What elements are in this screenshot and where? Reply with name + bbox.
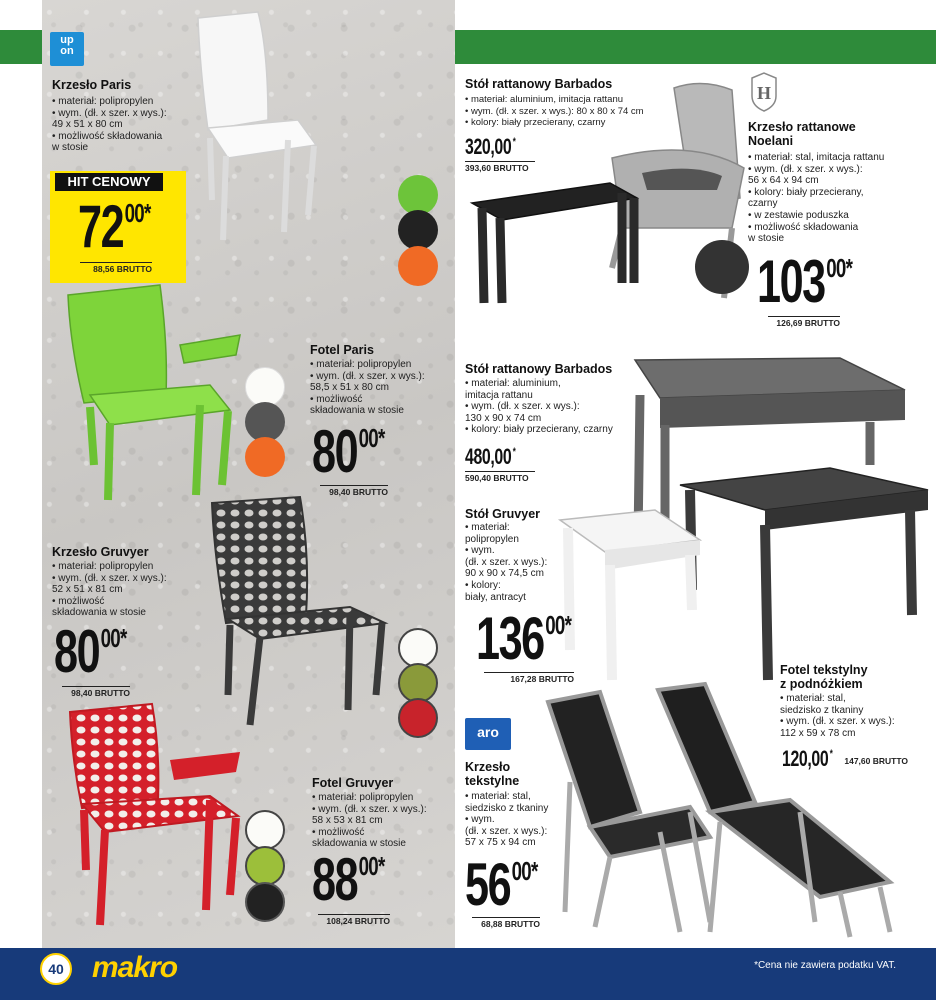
spec-line: • wym. (dł. x szer. x wys.): 52 x 51 x 81 cm [52, 572, 167, 596]
price-decimal: * [512, 446, 516, 458]
price-fotel-gruvyer [312, 846, 385, 913]
product-title-fotel-tekstylny: Fotel tekstylny z podnóżkiem [780, 663, 868, 691]
price-decimal: 00* [358, 423, 385, 453]
page-number: 40 [40, 953, 72, 985]
price-main: 320,00 [465, 134, 512, 159]
product-title-krzeslo-gruvyer: Krzesło Gruvyer [52, 545, 149, 559]
color-swatch-white [245, 367, 285, 407]
price-decimal: 00* [545, 610, 572, 640]
product-title-stol-gruvyer: Stół Gruvyer [465, 507, 541, 521]
dark-gruvyer-chair-image [200, 495, 395, 730]
spec-line: • wym. (dł. x szer. x wys.): 130 x 90 x 74 cm [465, 401, 580, 424]
spec-line: • materiał: stal, siedzisko z tkaniny [780, 693, 864, 716]
spec-line: • wym. (dł. x szer. x wys.): 58 x 53 x 81 cm [312, 803, 427, 827]
spec-line: • wym. (dł. x szer. x wys.): 58,5 x 51 x 80 cm [310, 370, 425, 394]
header-band-right [455, 30, 936, 64]
spec-line: • kolory: biały przecierany, czarny [465, 424, 613, 436]
pattern-swatch-green [245, 846, 285, 886]
spec-line: • kolory: biały, antracyt [465, 579, 526, 603]
spec-line: • wym. (dł. x szer. x wys.): 57 x 75 x 94 cm [465, 814, 548, 849]
spec-line: • materiał: polipropylen [52, 96, 154, 107]
price-stol-barbados-large [465, 446, 516, 468]
upon-logo [50, 32, 84, 66]
spec-line: • materiał: aluminium, imitacja rattanu [465, 94, 624, 105]
vat-footnote: *Cena nie zawiera podatku VAT. [754, 960, 896, 971]
price-decimal: 00* [511, 856, 538, 886]
price-main: 80 [54, 618, 100, 685]
rattan-swatch-dark [695, 240, 749, 294]
price-decimal: 00* [100, 623, 127, 653]
brutto-fotel-gruvyer: 108,24 BRUTTO [318, 914, 390, 926]
product-title-krzeslo-noelani: Krzesło rattanowe Noelani [748, 120, 856, 148]
pattern-swatch-red [398, 698, 438, 738]
spec-line: • możliwość składowania w stosie [52, 595, 146, 619]
spec-line: • możliwość składowania w stosie [748, 221, 859, 245]
spec-line: • materiał: polipropylen [465, 522, 519, 545]
product-title-fotel-gruvyer: Fotel Gruvyer [312, 776, 394, 790]
spec-line: • wym. (dł. x szer. x wys.): 49 x 51 x 80 cm [52, 107, 167, 131]
product-specs-krzeslo-gruvyer [52, 561, 202, 619]
red-gruvyer-armchair-image [60, 700, 245, 930]
aro-logo: aro [465, 718, 511, 750]
spec-line: • materiał: stal, imitacja rattanu [748, 152, 885, 163]
product-title-stol-barbados-small: Stół rattanowy Barbados [465, 77, 613, 91]
price-main: 56 [465, 851, 511, 918]
pattern-swatch-white [398, 628, 438, 668]
spec-line: • materiał: aluminium, imitacja rattanu [465, 378, 561, 401]
product-title-krzeslo-paris: Krzesło Paris [52, 78, 132, 92]
pattern-swatch-green [398, 663, 438, 703]
spec-line: • wym. (dł. x szer. x wys.): 80 x 80 x 74 cm [465, 105, 644, 117]
brutto-krzeslo-paris: 88,56 BRUTTO [80, 262, 152, 274]
textile-chairs-image [540, 682, 895, 944]
makro-logo: makro [92, 951, 178, 984]
spec-line: • możliwość składowania w stosie [312, 826, 406, 850]
price-decimal: 00* [826, 253, 853, 283]
color-swatch-black [398, 210, 438, 250]
upon-logo-bottom: on [60, 45, 74, 57]
brutto-stol-barbados-small: 393,60 BRUTTO [465, 161, 535, 173]
spec-line: • materiał: polipropylen [52, 561, 154, 572]
hit-cenowy-label: HIT CENOWY [55, 173, 163, 191]
color-swatch-grey [245, 402, 285, 442]
spec-line: • materiał: polipropylen [310, 359, 412, 370]
brutto-stol-barbados-large: 590,40 BRUTTO [465, 471, 535, 483]
brutto-fotel-tekstylny: 147,60 BRUTTO [844, 756, 908, 766]
upon-logo-top: up [60, 34, 74, 46]
price-krzeslo-gruvyer [54, 618, 127, 685]
price-main: 88 [312, 846, 358, 913]
price-decimal: 00* [124, 198, 151, 228]
spec-line: • wym. (dł. x szer. x wys.): 112 x 59 x 78 cm [780, 716, 895, 739]
product-specs-krzeslo-paris [52, 96, 202, 154]
product-specs-krzeslo-tekstylne [465, 791, 575, 849]
color-swatch-orange [398, 246, 438, 286]
spec-line: • materiał: polipropylen [312, 792, 414, 803]
hotel-crest-letter: H [756, 83, 772, 103]
spec-line: • w zestawie poduszka [748, 209, 849, 221]
price-main: 103 [757, 248, 825, 315]
pattern-swatch-white [245, 810, 285, 850]
price-main: 480,00 [465, 444, 512, 469]
price-main: 136 [476, 605, 544, 672]
spec-line: • kolory: biały przecierany, czarny [748, 186, 864, 210]
spec-line: • możliwość składowania w stosie [52, 130, 163, 154]
spec-line: • materiał: stal, siedzisko z tkaniny [465, 791, 549, 814]
green-armchair-image [60, 285, 245, 505]
pattern-swatch-black [245, 882, 285, 922]
header-band-left [0, 30, 42, 64]
product-specs-fotel-gruvyer [312, 792, 452, 850]
product-title-fotel-paris: Fotel Paris [310, 343, 374, 357]
white-chair-image [188, 10, 328, 250]
price-main: 72 [78, 193, 124, 260]
price-stol-gruvyer [476, 605, 572, 672]
price-fotel-paris [312, 418, 385, 485]
brutto-stol-gruvyer: 167,28 BRUTTO [484, 672, 574, 684]
spec-line: • wym. (dł. x szer. x wys.): 90 x 90 x 74,5 cm [465, 545, 548, 580]
price-main: 80 [312, 418, 358, 485]
price-krzeslo-tekstylne [465, 851, 538, 918]
price-decimal: 00* [358, 851, 385, 881]
product-specs-krzeslo-noelani [748, 152, 918, 245]
price-decimal: * [512, 136, 516, 148]
color-swatch-orange [245, 437, 285, 477]
price-krzeslo-paris [78, 193, 151, 260]
brutto-krzeslo-tekstylne: 68,88 BRUTTO [472, 917, 540, 929]
brutto-krzeslo-gruvyer: 98,40 BRUTTO [62, 686, 130, 698]
spec-line: • możliwość składowania w stosie [310, 393, 404, 417]
product-title-krzeslo-tekstylne: Krzesło tekstylne [465, 760, 520, 788]
brutto-fotel-paris: 98,40 BRUTTO [320, 485, 388, 497]
product-specs-fotel-paris [310, 359, 450, 417]
price-main: 120,00 [782, 746, 829, 771]
product-specs-stol-gruvyer [465, 522, 575, 603]
product-title-stol-barbados-large: Stół rattanowy Barbados [465, 362, 613, 376]
price-krzeslo-noelani [757, 248, 853, 315]
spec-line: • kolory: biały przecierany, czarny [465, 117, 606, 129]
spec-line: • wym. (dł. x szer. x wys.): 56 x 64 x 94 cm [748, 163, 863, 187]
price-decimal: * [829, 748, 833, 760]
brutto-krzeslo-noelani: 126,69 BRUTTO [768, 316, 840, 328]
hotel-crest-logo [748, 72, 780, 112]
color-swatch-green [398, 175, 438, 215]
